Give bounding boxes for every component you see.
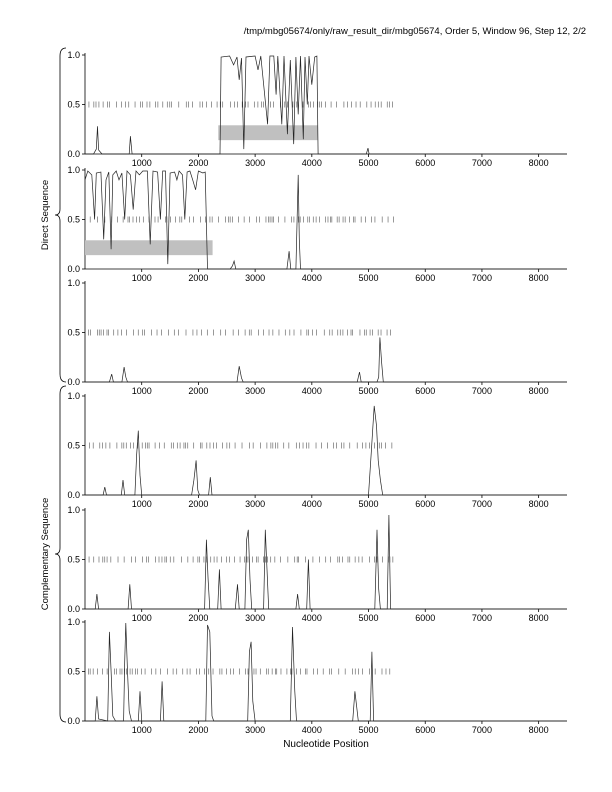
x-tick-label: 3000 [245, 499, 266, 509]
x-tick-label: 5000 [358, 273, 379, 283]
y-tick-label: 1.0 [67, 278, 80, 288]
direct-sequence-brace [55, 48, 66, 382]
x-tick-label: 4000 [301, 273, 322, 283]
direct-sequence-label: Direct Sequence [40, 179, 51, 251]
x-tick-label: 2000 [188, 158, 209, 168]
complementary-sequence-brace [55, 386, 66, 722]
x-tick-label: 8000 [528, 613, 549, 623]
y-tick-label: 0.5 [67, 440, 80, 451]
x-tick-label: 5000 [358, 499, 379, 509]
x-tick-label: 8000 [528, 273, 549, 283]
x-tick-label: 6000 [415, 499, 436, 509]
x-tick-label: 4000 [301, 613, 322, 623]
panel-1 [67, 50, 567, 168]
series-line [85, 406, 567, 495]
y-tick-label: 0.5 [67, 327, 80, 338]
x-tick-label: 1000 [131, 273, 152, 283]
x-tick-label: 7000 [471, 725, 492, 735]
x-tick-label: 3000 [245, 158, 266, 168]
x-tick-label: 7000 [471, 273, 492, 283]
x-tick-label: 1000 [131, 386, 152, 396]
x-tick-label: 6000 [415, 386, 436, 396]
x-tick-label: 2000 [188, 725, 209, 735]
x-tick-label: 2000 [188, 386, 209, 396]
x-tick-label: 4000 [301, 499, 322, 509]
y-tick-label: 0.0 [67, 490, 80, 500]
x-tick-label: 5000 [358, 725, 379, 735]
y-tick-label: 0.5 [67, 214, 80, 225]
y-tick-label: 0.0 [67, 604, 80, 614]
x-tick-label: 5000 [358, 613, 379, 623]
x-tick-label: 3000 [245, 273, 266, 283]
y-tick-label: 1.0 [67, 50, 80, 60]
series-line [85, 337, 567, 382]
series-line [85, 56, 567, 154]
y-tick-label: 0.5 [67, 99, 80, 110]
x-tick-label: 8000 [528, 386, 549, 396]
x-tick-label: 1000 [131, 613, 152, 623]
x-tick-label: 1000 [131, 499, 152, 509]
x-tick-label: 3000 [245, 386, 266, 396]
x-tick-label: 4000 [301, 725, 322, 735]
y-tick-label: 0.5 [67, 554, 80, 565]
x-tick-label: 5000 [358, 158, 379, 168]
y-tick-label: 0.0 [67, 149, 80, 159]
y-tick-label: 0.0 [67, 377, 80, 387]
x-tick-label: 6000 [415, 273, 436, 283]
x-tick-label: 6000 [415, 725, 436, 735]
y-tick-label: 0.0 [67, 716, 80, 726]
x-tick-label: 3000 [245, 613, 266, 623]
x-tick-label: 6000 [415, 613, 436, 623]
y-tick-label: 1.0 [67, 617, 80, 627]
x-tick-label: 1000 [131, 158, 152, 168]
x-tick-label: 2000 [188, 613, 209, 623]
panel-3 [67, 278, 567, 396]
series-line [85, 623, 567, 721]
complementary-sequence-label: Complementary Sequence [40, 497, 51, 611]
x-tick-label: 2000 [188, 273, 209, 283]
page-header-title: /tmp/mbg05674/only/raw_result_dir/mbg05674, Order 5, Window 96, Step 12, 2/2 [243, 26, 586, 37]
highlight-band [85, 240, 213, 255]
y-tick-label: 0.5 [67, 666, 80, 677]
x-tick-label: 8000 [528, 499, 549, 509]
panel-6 [67, 617, 567, 735]
y-tick-label: 0.0 [67, 264, 80, 274]
x-tick-label: 7000 [471, 158, 492, 168]
y-tick-label: 1.0 [67, 391, 80, 401]
y-tick-label: 1.0 [67, 165, 80, 175]
y-tick-label: 1.0 [67, 505, 80, 515]
x-tick-label: 3000 [245, 725, 266, 735]
panel-2 [67, 165, 567, 283]
x-tick-label: 2000 [188, 499, 209, 509]
x-tick-label: 6000 [415, 158, 436, 168]
x-tick-label: 4000 [301, 386, 322, 396]
x-tick-label: 8000 [528, 158, 549, 168]
x-axis-label: Nucleotide Position [283, 739, 369, 750]
panel-5 [67, 505, 567, 623]
panel-4 [67, 391, 567, 509]
x-tick-label: 5000 [358, 386, 379, 396]
x-tick-label: 7000 [471, 386, 492, 396]
x-tick-label: 4000 [301, 158, 322, 168]
x-tick-label: 7000 [471, 499, 492, 509]
x-tick-label: 7000 [471, 613, 492, 623]
x-tick-label: 1000 [131, 725, 152, 735]
x-tick-label: 8000 [528, 725, 549, 735]
